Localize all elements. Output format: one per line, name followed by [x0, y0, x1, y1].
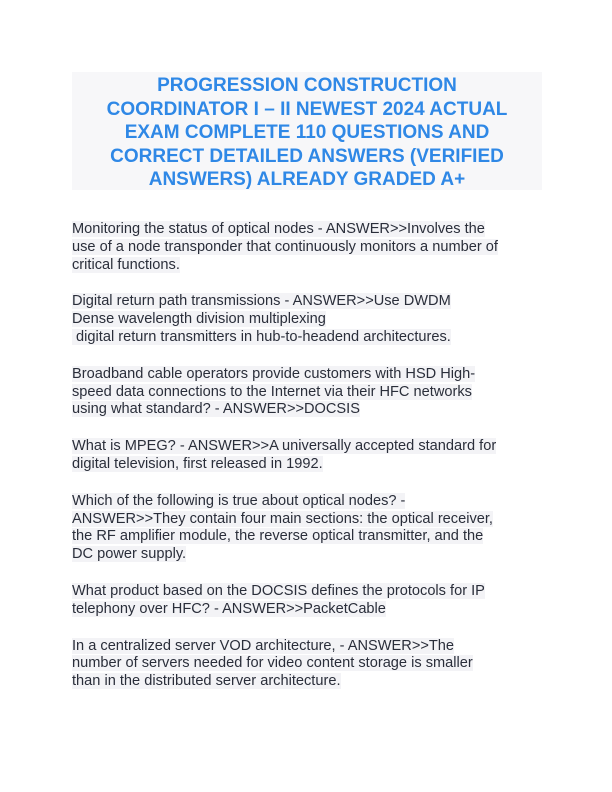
title-line: CORRECT DETAILED ANSWERS (VERIFIED [110, 145, 504, 167]
title-line: PROGRESSION CONSTRUCTION [157, 75, 457, 96]
qa-line: digital return transmitters in hub-to-headend architectures. [72, 328, 451, 345]
qa-line: In a centralized server VOD architecture, - ANSWER>>The [72, 637, 455, 654]
qa-line: Monitoring the status of optical nodes - ANSWER>>Involves the [72, 221, 485, 237]
qa-line: DC power supply. [72, 546, 187, 563]
qa-line: number of servers needed for video content storage is smaller [72, 655, 473, 672]
qa-line: Which of the following is true about optical nodes? - [72, 492, 406, 509]
qa-line: speed data connections to the Internet via their HFC networks [72, 383, 472, 400]
qa-line: the RF amplifier module, the reverse optical transmitter, and the [72, 528, 484, 545]
qa-item [72, 366, 552, 419]
qa-item [72, 638, 552, 691]
qa-item [72, 438, 552, 474]
qa-line: Digital return path transmissions - ANSWER>>Use DWDM [72, 293, 451, 310]
qa-line: digital television, first released in 1992. [72, 455, 323, 472]
qa-line: critical functions. [72, 256, 180, 273]
qa-line: using what standard? - ANSWER>>DOCSIS [72, 401, 360, 418]
qa-line: telephony over HFC? - ANSWER>>PacketCable [72, 600, 386, 617]
qa-line: than in the distributed server architecture. [72, 673, 341, 690]
document-title [72, 72, 542, 192]
title-line: COORDINATOR I – II NEWEST 2024 ACTUAL [106, 98, 508, 120]
qa-item [72, 493, 552, 564]
qa-item [72, 583, 552, 619]
qa-line: ANSWER>>They contain four main sections: the optical receiver, [72, 510, 493, 527]
qa-line: Dense wavelength division multiplexing [72, 311, 326, 328]
title-line: ANSWERS) ALREADY GRADED A+ [148, 169, 466, 190]
qa-line: What product based on the DOCSIS defines the protocols for IP [72, 582, 485, 599]
qa-line: use of a node transponder that continuously monitors a number of [72, 238, 498, 255]
qa-list [72, 221, 552, 710]
qa-item [72, 293, 552, 346]
qa-item [72, 221, 552, 274]
qa-line: Broadband cable operators provide customers with HSD High- [72, 365, 476, 382]
title-line: EXAM COMPLETE 110 QUESTIONS AND [124, 122, 490, 143]
document-title-box [72, 72, 542, 190]
qa-line: What is MPEG? - ANSWER>>A universally accepted standard for [72, 438, 497, 455]
